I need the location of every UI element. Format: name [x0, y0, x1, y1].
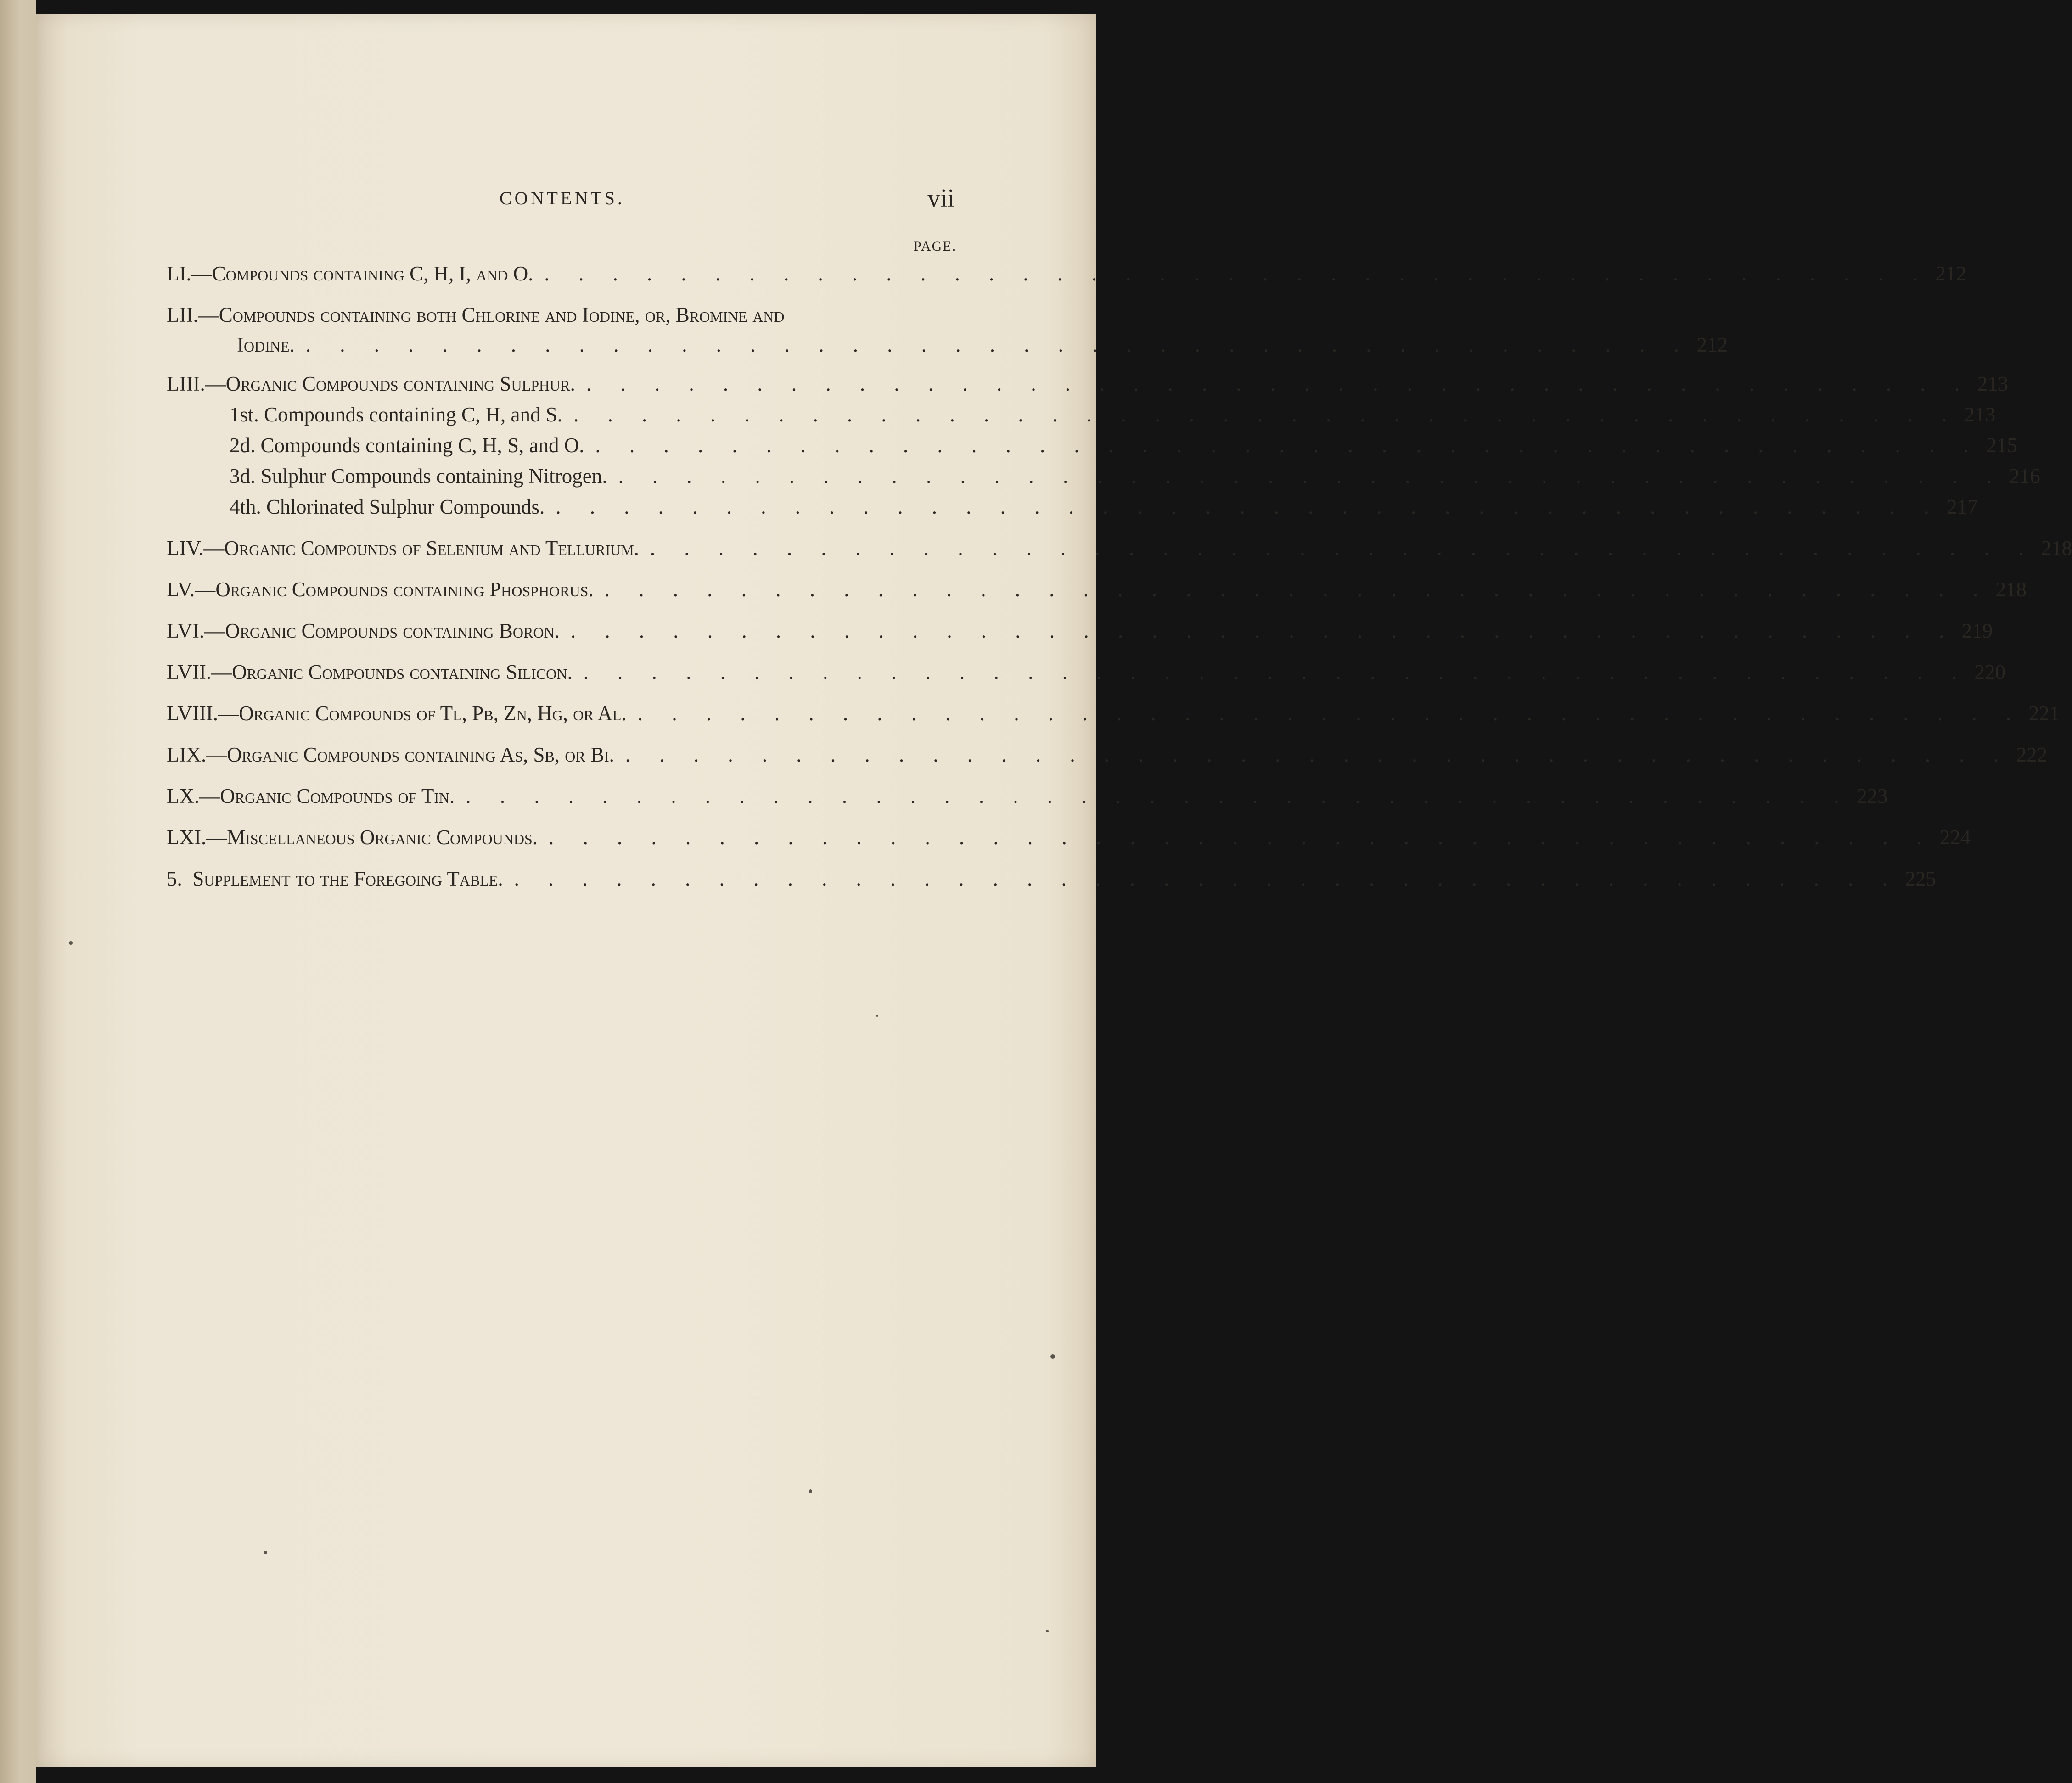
page-folio: vii [927, 184, 955, 213]
toc-entry [167, 825, 1971, 853]
dot-leader: . . . . . . . . . . . . . . . . . . . . . . . . . . . . . . . . . . . . . . . . . [305, 333, 1691, 356]
entry-number: LIX.— [167, 743, 227, 766]
toc-entry [167, 303, 963, 331]
paper-speck [1050, 1354, 1055, 1359]
entry-number: LX.— [167, 785, 220, 807]
entry-page-number: 216 [2009, 465, 2040, 488]
toc-entry [167, 660, 2005, 688]
entry-title: Organic Compounds containing Sulphur. [225, 372, 575, 395]
dot-leader: . . . . . . . . . . . . . . . . . . . . . . . . . . . . . . . . . . . . . . . . . [604, 578, 1990, 601]
entry-number: LII.— [167, 303, 219, 326]
entry-page-number: 212 [1696, 333, 1728, 356]
entry-page-number: 212 [1935, 262, 1966, 285]
entry-page-number: 213 [1977, 372, 2009, 395]
paper-speck [876, 1015, 878, 1017]
entry-title: Organic Compounds containing As, Sb, or Bi. [227, 743, 614, 766]
entry-number: LVI.— [167, 619, 225, 642]
dot-leader: . . . . . . . . . . . . . . . . . . . . . . . . . . . . . . . . . . . . . . . . . [618, 465, 2004, 488]
entry-page-number: 217 [1947, 495, 1978, 518]
dot-leader: . . . . . . . . . . . . . . . . . . . . . . . . . . . . . . . . . . . . . . . . . [570, 619, 1956, 642]
entry-page-number: 220 [1974, 661, 2005, 684]
dot-leader: . . . . . . . . . . . . . . . . . . . . . . . . . . . . . . . . . . . . . . . . . [595, 434, 1981, 457]
toc-entry [167, 784, 1888, 812]
entry-title: Miscellaneous Organic Compounds. [227, 826, 538, 849]
entry-page-number: 225 [1905, 867, 1936, 890]
dot-leader: . . . . . . . . . . . . . . . . . . . . . . . . . . . . . . . . . . . . . . . . . [583, 661, 1969, 684]
toc-entry [167, 578, 2027, 605]
book-spine-edge [0, 0, 36, 1783]
book-page [36, 14, 2072, 1767]
entry-title: Compounds containing both Chlorine and Iodine, or, Bromine and [219, 303, 785, 326]
entry-number: 2d. [230, 434, 256, 457]
entry-title: Supplement to the Foregoing Table. [192, 867, 503, 890]
paper-speck [1046, 1630, 1049, 1632]
entry-page-number: 215 [1986, 434, 2017, 457]
entry-page-number: 218 [2041, 537, 2072, 560]
toc-entry [167, 867, 1936, 894]
entry-number: LVII.— [167, 661, 232, 684]
dot-leader: . . . . . . . . . . . . . . . . . . . . . . . . . . . . . . . . . . . . . . . . . [549, 826, 1934, 849]
dot-leader: . . . . . . . . . . . . . . . . . . . . . . . . . . . . . . . . . . . . . . . . . [556, 495, 1941, 518]
toc-subentry [230, 464, 2040, 492]
toc-subentry [230, 433, 2017, 461]
toc-entry [167, 262, 1966, 289]
entry-title: Chlorinated Sulphur Compounds. [266, 495, 545, 518]
dot-leader: . . . . . . . . . . . . . . . . . . . . . . . . . . . . . . . . . . . . . . . . . [466, 785, 1851, 807]
entry-title: Compounds containing C, H, I, and O. [212, 262, 533, 285]
toc-entry-continuation [237, 333, 1728, 360]
entry-title: Compounds containing C, H, S, and O. [260, 434, 584, 457]
entry-title: Compounds containing C, H, and S. [264, 403, 563, 426]
dot-leader: . . . . . . . . . . . . . . . . . . . . . . . . . . . . . . . . . . . . . . . . . [650, 537, 2036, 560]
toc-subentry [230, 403, 1996, 430]
entry-title: Organic Compounds containing Phosphorus. [215, 578, 594, 601]
entry-title: Iodine. [237, 333, 295, 356]
entry-number: 4th. [230, 495, 261, 518]
entry-title: Organic Compounds of Tin. [220, 785, 455, 807]
entry-page-number: 219 [1961, 619, 1993, 642]
entry-page-number: 223 [1857, 785, 1888, 807]
entry-page-number: 222 [2016, 743, 2048, 766]
toc-entry [167, 701, 2060, 729]
entry-page-number: 224 [1939, 826, 1971, 849]
toc-entry [167, 372, 2009, 399]
entry-number: LI.— [167, 262, 212, 285]
paper-speck [69, 941, 73, 945]
entry-number: 1st. [230, 403, 259, 426]
running-header-title: CONTENTS. [500, 188, 625, 208]
toc-entry [167, 536, 2072, 564]
entry-title: Sulphur Compounds containing Nitrogen. [260, 465, 607, 488]
paper-speck [264, 1551, 267, 1554]
entry-number: 3d. [230, 465, 256, 488]
dot-leader: . . . . . . . . . . . . . . . . . . . . . . . . . . . . . . . . . . . . . . . . . [586, 372, 1972, 395]
dot-leader: . . . . . . . . . . . . . . . . . . . . . . . . . . . . . . . . . . . . . . . . . [637, 702, 2023, 725]
toc-entry [167, 619, 1993, 646]
entry-page-number: 213 [1964, 403, 1996, 426]
entry-number: LV.— [167, 578, 216, 601]
entry-title: Organic Compounds of Selenium and Tellurium. [224, 537, 639, 560]
entry-title: Organic Compounds of Tl, Pb, Zn, Hg, or Al. [239, 702, 627, 725]
dot-leader: . . . . . . . . . . . . . . . . . . . . . . . . . . . . . . . . . . . . . . . . . [514, 867, 1899, 890]
entry-page-number: 221 [2028, 702, 2060, 725]
entry-number: 5. [167, 867, 182, 890]
paper-speck [809, 1489, 812, 1493]
dot-leader: . . . . . . . . . . . . . . . . . . . . . . . . . . . . . . . . . . . . . . . . . [573, 403, 1959, 426]
entry-number: LVIII.— [167, 702, 239, 725]
entry-title: Organic Compounds containing Boron. [225, 619, 560, 642]
entry-number: LIV.— [167, 537, 225, 560]
entry-title: Organic Compounds containing Silicon. [232, 661, 573, 684]
entry-number: LIII.— [167, 372, 226, 395]
entry-number: LXI.— [167, 826, 227, 849]
toc-subentry [230, 495, 1978, 522]
entry-page-number: 218 [1995, 578, 2027, 601]
dot-leader: . . . . . . . . . . . . . . . . . . . . . . . . . . . . . . . . . . . . . . . . . [625, 743, 2011, 766]
toc-entry [167, 743, 2048, 770]
dot-leader: . . . . . . . . . . . . . . . . . . . . . . . . . . . . . . . . . . . . . . . . . [544, 262, 1930, 285]
page-column-label: PAGE. [914, 239, 957, 254]
